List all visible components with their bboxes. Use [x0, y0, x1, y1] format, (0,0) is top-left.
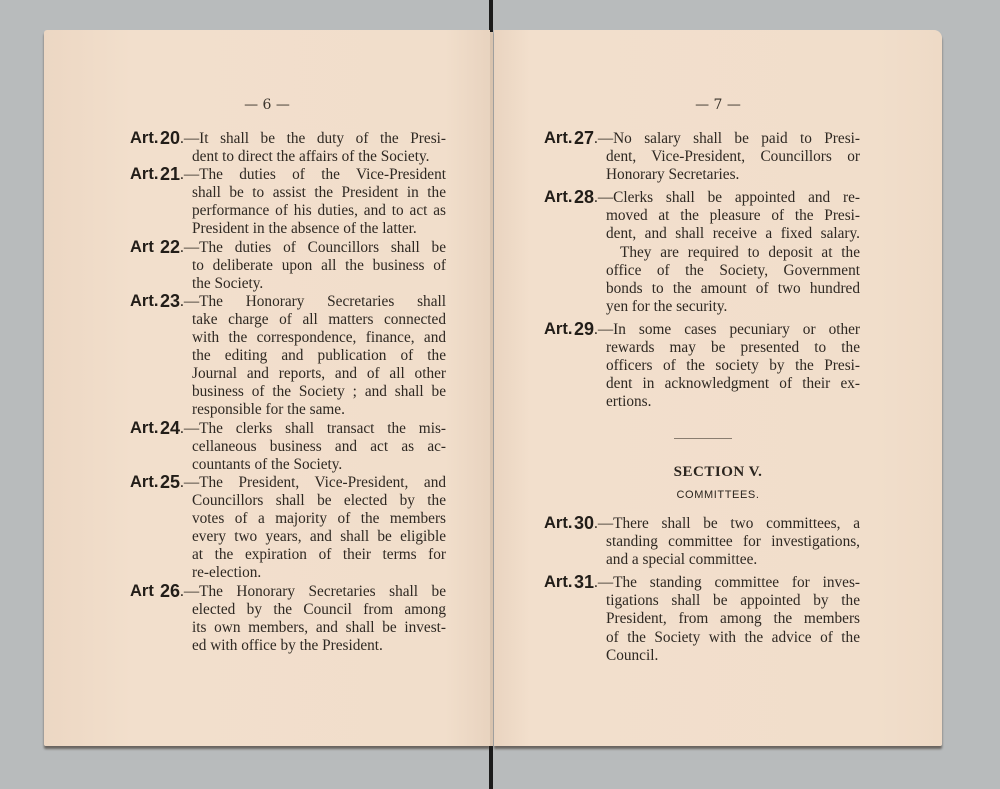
article-text	[594, 515, 860, 569]
text-line: ed with office by the President.	[192, 636, 383, 654]
text-line: dent to direct the affairs of the Society.	[192, 148, 430, 166]
text-line: .—There shall be two committees, a	[594, 515, 860, 532]
article-number: 23	[160, 290, 181, 311]
article-number: 21	[160, 164, 181, 185]
text-line: elected by the Council from among	[192, 600, 446, 618]
article-text	[594, 189, 860, 316]
article-label: Art	[130, 581, 154, 600]
article-number: 30	[574, 513, 595, 533]
article-number: 20	[160, 128, 181, 148]
text-line: .—No salary shall be paid to Presi-	[594, 130, 860, 147]
text-line: .—It shall be the duty of the Presi-	[180, 130, 446, 147]
text-line: tigations shall be appointed by the	[606, 592, 860, 610]
background-gap	[489, 0, 493, 32]
article-number: 29	[574, 319, 595, 339]
article-label: Art.	[544, 514, 573, 532]
text-line: .—Clerks shall be appointed and re-	[594, 189, 860, 207]
text-line: take charge of all matters connected	[192, 310, 446, 328]
text-line: standing committee for investigations,	[606, 533, 860, 551]
article-label: Art.	[544, 188, 573, 207]
article-label: Art	[130, 237, 154, 256]
text-line: its own members, and shall be invest-	[192, 618, 446, 636]
text-line: business of the Society ; and shall be	[192, 383, 446, 401]
text-line: to deliberate upon all the business of	[192, 256, 446, 274]
article-number: 22	[160, 236, 181, 257]
section-divider	[674, 438, 732, 439]
text-line: votes of a majority of the members	[192, 510, 446, 528]
article-text	[594, 574, 860, 664]
article-label: Art.	[544, 573, 573, 592]
text-line: bonds to the amount of two hundred	[606, 279, 860, 297]
article-number: 31	[574, 572, 595, 593]
text-line: at the expiration of their terms for	[192, 546, 446, 564]
text-line: ertions.	[606, 393, 652, 411]
page-number: — 7 —	[695, 97, 741, 113]
text-line: President, from among the members	[606, 610, 860, 628]
article-text	[180, 238, 446, 293]
text-line: and a special committee.	[606, 551, 758, 569]
article-label: Art.	[130, 291, 159, 310]
article-text	[180, 582, 446, 655]
text-line: dent in acknowledgment of their ex-	[606, 375, 860, 393]
text-line: performance of his duties, and to act as	[192, 202, 446, 220]
text-line: moved at the pleasure of the Presi-	[606, 207, 860, 225]
text-line: Journal and reports, and of all other	[192, 365, 446, 383]
section-subtitle: COMMITTEES.	[676, 489, 760, 501]
article-number: 28	[574, 187, 595, 208]
page-number: — 6 —	[244, 97, 290, 113]
text-line: dent, Vice-President, Councillors or	[606, 148, 860, 166]
article-number: 26	[160, 580, 181, 601]
article-text	[180, 292, 446, 420]
book-spine	[490, 32, 493, 746]
text-line: .—In some cases pecuniary or other	[594, 321, 860, 338]
article-label: Art.	[130, 129, 159, 147]
article-text	[180, 419, 446, 474]
text-line: officers of the society by the Presi-	[606, 357, 860, 375]
article-number: 24	[160, 417, 181, 438]
text-line: .—The duties of Councillors shall be	[180, 238, 446, 256]
right-page	[494, 30, 942, 746]
text-line: shall be to assist the President in the	[192, 184, 446, 202]
article-number: 27	[574, 128, 595, 148]
text-line: President in the absence of the latter.	[192, 220, 417, 238]
text-line: rewards may be presented to the	[606, 339, 860, 357]
article-text	[594, 321, 860, 411]
text-line: Councillors shall be elected by the	[192, 491, 446, 509]
left-page	[44, 30, 490, 746]
text-line: Honorary Secretaries.	[606, 166, 740, 184]
article-text	[594, 130, 860, 184]
text-line: office of the Society, Government	[606, 261, 860, 279]
article-text	[180, 473, 446, 583]
text-line: They are required to deposit at the	[620, 243, 860, 261]
text-line: of the Society with the advice of the	[606, 628, 860, 646]
text-line: .—The Honorary Secretaries shall	[180, 292, 446, 310]
text-line: dent, and shall receive a fixed salary.	[606, 225, 860, 243]
article-label: Art.	[130, 165, 159, 184]
text-line: .—The President, Vice-President, and	[180, 473, 446, 491]
text-line: .—The standing committee for inves-	[594, 574, 860, 592]
background-gap	[489, 745, 493, 789]
text-line: cellaneous business and act as ac-	[192, 437, 446, 455]
article-label: Art.	[544, 320, 573, 338]
text-line: responsible for the same.	[192, 401, 345, 419]
text-line: .—The clerks shall transact the mis-	[180, 419, 446, 437]
text-line: the editing and publication of the	[192, 347, 446, 365]
section-title: SECTION V.	[673, 464, 763, 480]
text-line: the Society.	[192, 274, 264, 292]
text-line: re-election.	[192, 564, 262, 582]
text-line: every two years, and shall be eligible	[192, 528, 446, 546]
text-line: countants of the Society.	[192, 455, 343, 473]
text-line: .—The Honorary Secretaries shall be	[180, 582, 446, 600]
text-line: with the correspondence, finance, and	[192, 329, 446, 347]
text-line: Council.	[606, 646, 659, 664]
article-text	[180, 130, 446, 166]
article-text	[180, 166, 446, 238]
text-line: yen for the security.	[606, 297, 728, 315]
article-label: Art.	[130, 472, 159, 491]
article-number: 25	[160, 471, 181, 492]
text-line: .—The duties of the Vice-President	[180, 166, 446, 184]
article-label: Art.	[130, 418, 159, 437]
article-label: Art.	[544, 129, 573, 147]
